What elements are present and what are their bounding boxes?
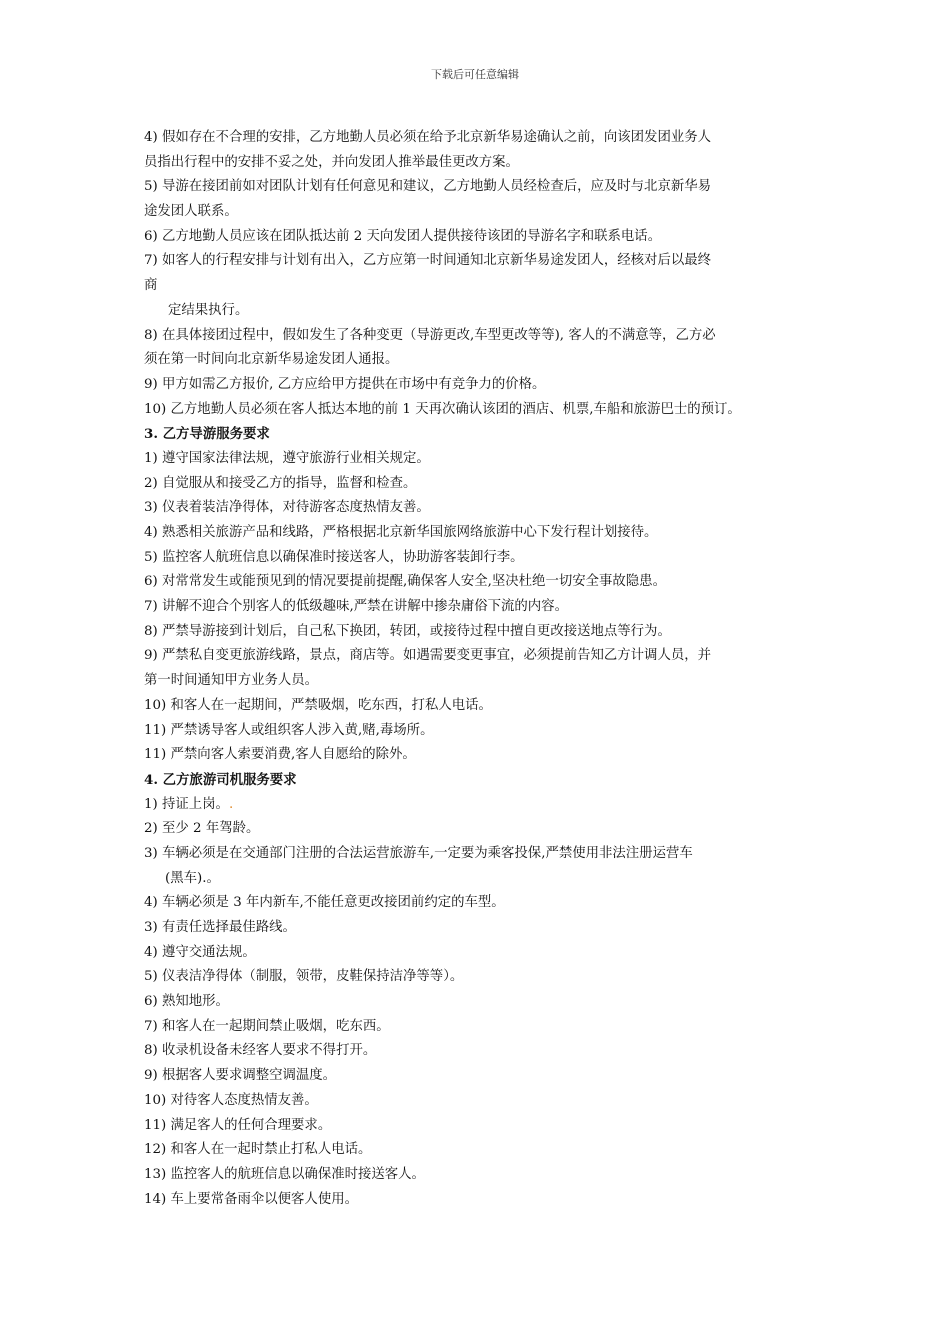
text-line: 商 [144,278,158,294]
text-line: 14) 车上要常备雨伞以便客人使用。 [144,1191,358,1207]
text-line: 8) 严禁导游接到计划后，自己私下换团，转团，或接待过程中擅自更改接送地点等行为。 [144,623,671,639]
text-line: 7) 和客人在一起期间禁止吸烟，吃东西。 [144,1018,390,1034]
text-line: (黑车).。 [165,870,220,886]
text-line-main: 1) 持证上岗。 [144,796,229,812]
text-line [144,793,834,818]
stray-mark: . [228,796,234,812]
text-line: 须在第一时间向北京新华易途发团人通报。 [144,352,399,368]
text-line: 6) 对常常发生或能预见到的情况要提前提醒,确保客人安全,坚决杜绝一切安全事故隐患。 [144,574,666,590]
text-line: 7) 讲解不迎合个别客人的低级趣味,严禁在讲解中掺杂庸俗下流的内容。 [144,599,568,615]
text-line: 3) 车辆必须是在交通部门注册的合法运营旅游车,一定要为乘客投保,严禁使用非法注册运营车 [144,845,693,861]
text-line: 8) 在具体接团过程中，假如发生了各种变更（导游更改,车型更改等等), 客人的不满意等，乙方必 [144,327,716,343]
text-line: 第一时间通知甲方业务人员。 [144,673,319,689]
text-line: 3) 仪表着装洁净得体，对待游客态度热情友善。 [144,500,430,516]
text-line: 2) 自觉服从和接受乙方的指导，监督和检查。 [144,475,417,491]
text-line: 8) 收录机设备未经客人要求不得打开。 [144,1043,377,1059]
text-line: 5) 仪表洁净得体（制服，领带，皮鞋保持洁净等等）。 [144,969,464,985]
text-line: 5) 导游在接团前如对团队计划有任何意见和建议，乙方地勤人员经检查后，应及时与北京新华易 [144,179,712,195]
text-line: 9) 根据客人要求调整空调温度。 [144,1068,337,1084]
text-line: 10) 和客人在一起期间，严禁吸烟，吃东西，打私人电话。 [144,697,492,713]
text-line: 5) 监控客人航班信息以确保准时接送客人，协助游客装卸行李。 [144,549,524,565]
text-line: 9) 严禁私自变更旅游线路，景点，商店等。如遇需要变更事宜，必须提前告知乙方计调人员，并 [144,648,712,664]
text-line: 4) 假如存在不合理的安排，乙方地勤人员必须在给予北京新华易途确认之前，向该团发团业务人 [144,130,712,145]
text-line: 6) 熟知地形。 [144,994,229,1010]
text-line: 途发团人联系。 [144,204,238,220]
text-line: 6) 乙方地勤人员应该在团队抵达前 2 天向发团人提供接待该团的导游名字和联系电话。 [144,228,662,244]
text-line: 11) 严禁诱导客人或组织客人涉入黄,赌,毒场所。 [144,722,434,738]
text-line: 13) 监控客人的航班信息以确保准时接送客人。 [144,1166,425,1182]
text-line: 定结果执行。 [168,302,249,318]
text-line: 7) 如客人的行程安排与计划有出入，乙方应第一时间通知北京新华易途发团人，经核对后以最终 [144,253,712,269]
document-body [144,126,834,1212]
text-line: 11) 满足客人的任何合理要求。 [144,1117,332,1133]
text-line: 4) 遵守交通法规。 [144,944,256,960]
text-line: 9) 甲方如需乙方报价, 乙方应给甲方提供在市场中有竞争力的价格。 [144,376,546,392]
section-heading: 4. 乙方旅游司机服务要求 [144,771,297,788]
text-line: 10) 对待客人态度热情友善。 [144,1092,318,1108]
page-header: 下载后可任意编辑 [431,68,519,81]
text-line: 1) 遵守国家法律法规，遵守旅游行业相关规定。 [144,450,430,466]
text-line: 11) 严禁向客人索要消费,客人自愿给的除外。 [144,747,416,763]
text-line: 12) 和客人在一起时禁止打私人电话。 [144,1142,372,1158]
text-line: 员指出行程中的安排不妥之处，并向发团人推举最佳更改方案。 [144,154,519,170]
text-line: 2) 至少 2 年驾龄。 [144,821,260,837]
section-heading: 3. 乙方导游服务要求 [144,426,270,443]
text-line: 10) 乙方地勤人员必须在客人抵达本地的前 1 天再次确认该团的酒店、机票,车船和旅游巴士的预订。 [144,401,741,417]
text-line: 4) 熟悉相关旅游产品和线路，严格根据北京新华国旅网络旅游中心下发行程计划接待。 [144,525,658,540]
text-line: 4) 车辆必须是 3 年内新车,不能任意更改接团前约定的车型。 [144,895,505,911]
text-line: 3) 有责任选择最佳路线。 [144,920,296,935]
